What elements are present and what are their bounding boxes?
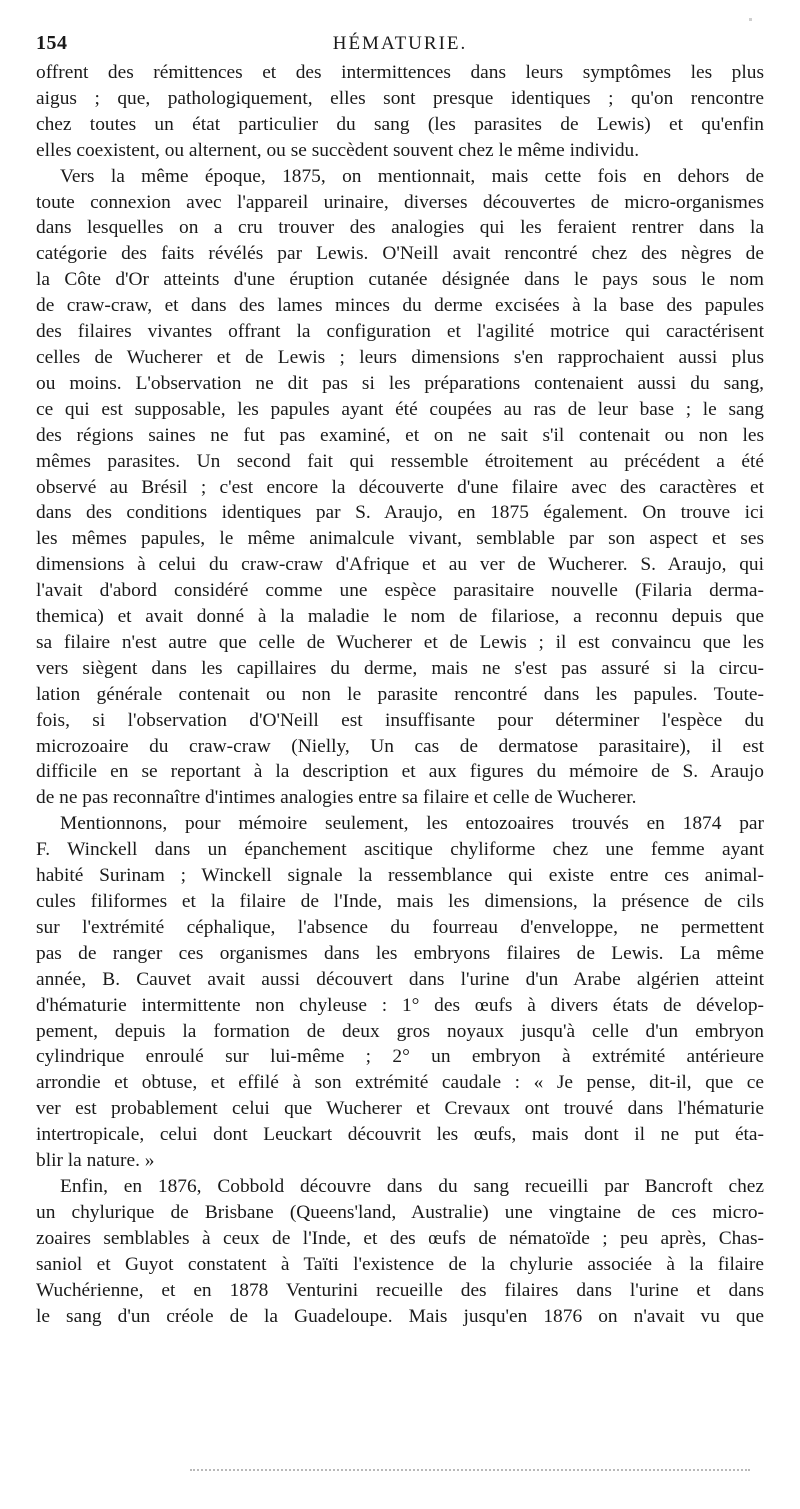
text-line: Mentionnons, pour mémoire seulement, les entozoaires trouvés en 1874 par xyxy=(60,813,764,835)
text-line: Enfin, en 1876, Cobbold découvre dans du sang recueilli par Bancroft chez xyxy=(60,1175,764,1197)
text-line: de craw-craw, et dans des lames minces du derme excisées à la base des papules xyxy=(36,295,764,317)
text-line: ou moins. L'observation ne dit pas si les préparations contenaient aussi du sang, xyxy=(36,372,764,394)
text-line: des régions saines ne fut pas examiné, et on ne sait s'il contenait ou non les xyxy=(36,424,764,446)
text-line: blir la nature. » xyxy=(36,1150,155,1172)
text-line: zoaires semblables à ceux de l'Inde, et des œufs de nématoïde ; peu après, Chas- xyxy=(36,1227,764,1249)
paragraph-2 xyxy=(36,164,764,812)
text-line: dans des conditions identiques par S. Araujo, en 1875 également. On trouve ici xyxy=(36,502,764,524)
text-line: la Côte d'Or atteints d'une éruption cutanée désignée dans le pays sous le nom xyxy=(36,269,764,291)
text-line: Wuchérienne, et en 1878 Venturini recueille des filaires dans l'urine et dans xyxy=(36,1279,764,1301)
book-page xyxy=(36,24,764,1329)
text-line: fois, si l'observation d'O'Neill est insuffisante pour déterminer l'espèce du xyxy=(36,709,764,731)
text-line: themica) et avait donné à la maladie le nom de filariose, a reconnu depuis que xyxy=(36,606,764,628)
text-line: chez toutes un état particulier du sang (les parasites de Lewis) et qu'enfin xyxy=(36,113,764,135)
text-line: lation générale contenait ou non le parasite rencontré dans les papules. Toute- xyxy=(36,683,764,705)
text-line: offrent des rémittences et des intermittences dans leurs symptômes les plus xyxy=(36,62,764,83)
text-line: mêmes parasites. Un second fait qui ressemble étroitement au précédent a été xyxy=(36,450,764,472)
text-line: ce qui est supposable, les papules ayant été coupées au ras de leur base ; le sang xyxy=(36,398,764,420)
text-line: année, B. Cauvet avait aussi découvert dans l'urine d'un Arabe algérien atteint xyxy=(36,968,764,990)
text-line: aigus ; que, pathologiquement, elles sont presque identiques ; qu'on rencontre xyxy=(36,87,764,109)
text-line: dimensions à celui du craw-craw d'Afrique et au ver de Wucherer. S. Araujo, qui xyxy=(36,554,764,576)
page-header xyxy=(36,24,764,60)
text-line: sur l'extrémité céphalique, l'absence du fourreau d'enveloppe, ne permettent xyxy=(36,916,764,938)
text-line: ver est probablement celui que Wucherer et Crevaux ont trouvé dans l'hématurie xyxy=(36,1098,764,1120)
text-line: celles de Wucherer et de Lewis ; leurs dimensions s'en rapprochaient aussi plus xyxy=(36,346,764,368)
text-line: F. Winckell dans un épanchement ascitique chyliforme chez une femme ayant xyxy=(36,839,764,861)
text-line: toute connexion avec l'appareil urinaire, diverses découvertes de micro-organismes xyxy=(36,191,764,213)
paragraph-1 xyxy=(36,60,764,164)
page-number: 154 xyxy=(36,32,68,54)
text-line: catégorie des faits révélés par Lewis. O'Neill avait rencontré chez des nègres de xyxy=(36,243,764,265)
text-line: pas de ranger ces organismes dans les embryons filaires de Lewis. La même xyxy=(36,942,764,964)
paragraph-3 xyxy=(36,811,764,1174)
print-speck xyxy=(749,18,752,21)
body-text xyxy=(36,60,764,1329)
text-line: dans lesquelles on a cru trouver des analogies qui les feraient rentrer dans la xyxy=(36,217,764,239)
text-line: des filaires vivantes offrant la configuration et l'agilité motrice qui caractérisent xyxy=(36,321,764,343)
text-line: elles coexistent, ou alternent, ou se succèdent souvent chez le même individu. xyxy=(36,139,640,161)
text-line: intertropicale, celui dont Leuckart découvrit les œufs, mais dont il ne put éta- xyxy=(36,1124,764,1146)
text-line: arrondie et obtuse, et effilé à son extrémité caudale : « Je pense, dit-il, que ce xyxy=(36,1072,764,1094)
paragraph-4 xyxy=(36,1174,764,1329)
text-line: un chylurique de Brisbane (Queens'land, Australie) une vingtaine de ces micro- xyxy=(36,1201,764,1223)
text-line: observé au Brésil ; c'est encore la découverte d'une filaire avec des caractères et xyxy=(36,476,764,498)
text-line: de ne pas reconnaître d'intimes analogies entre sa filaire et celle de Wucherer. xyxy=(36,787,637,809)
text-line: d'hématurie intermittente non chyleuse : 1° des œufs à divers états de dévelop- xyxy=(36,994,764,1016)
text-line: pement, depuis la formation de deux gros noyaux jusqu'à celle d'un embryon xyxy=(36,1020,764,1042)
text-line: cules filiformes et la filaire de l'Inde, mais les dimensions, la présence de cils xyxy=(36,891,764,912)
running-head: HÉMATURIE. xyxy=(332,33,468,54)
text-line: vers siègent dans les capillaires du derme, mais ne s'est pas assuré si la circu- xyxy=(36,657,764,679)
text-line: l'avait d'abord considéré comme une espèce parasitaire nouvelle (Filaria derma- xyxy=(36,580,764,602)
text-line: difficile en se reportant à la description et aux figures du mémoire de S. Araujo xyxy=(36,761,764,783)
text-line: sa filaire n'est autre que celle de Wucherer et de Lewis ; il est convaincu que les xyxy=(36,631,764,653)
text-line: microzoaire du craw-craw (Nielly, Un cas de dermatose parasitaire), il est xyxy=(36,735,764,757)
text-line: le sang d'un créole de la Guadeloupe. Mais jusqu'en 1876 on n'avait vu que xyxy=(36,1305,764,1327)
text-line: les mêmes papules, le même animalcule vivant, semblable par son aspect et ses xyxy=(36,528,764,550)
text-line: Vers la même époque, 1875, on mentionnait, mais cette fois en dehors de xyxy=(60,165,764,187)
text-line: habité Surinam ; Winckell signale la ressemblance qui existe entre ces animal- xyxy=(36,865,764,887)
text-line: saniol et Guyot constatent à Taïti l'existence de la chylurie associée à la filaire xyxy=(36,1253,764,1275)
footer-dotted-rule xyxy=(190,1469,750,1471)
text-line: cylindrique enroulé sur lui-même ; 2° un embryon à extrémité antérieure xyxy=(36,1046,764,1068)
